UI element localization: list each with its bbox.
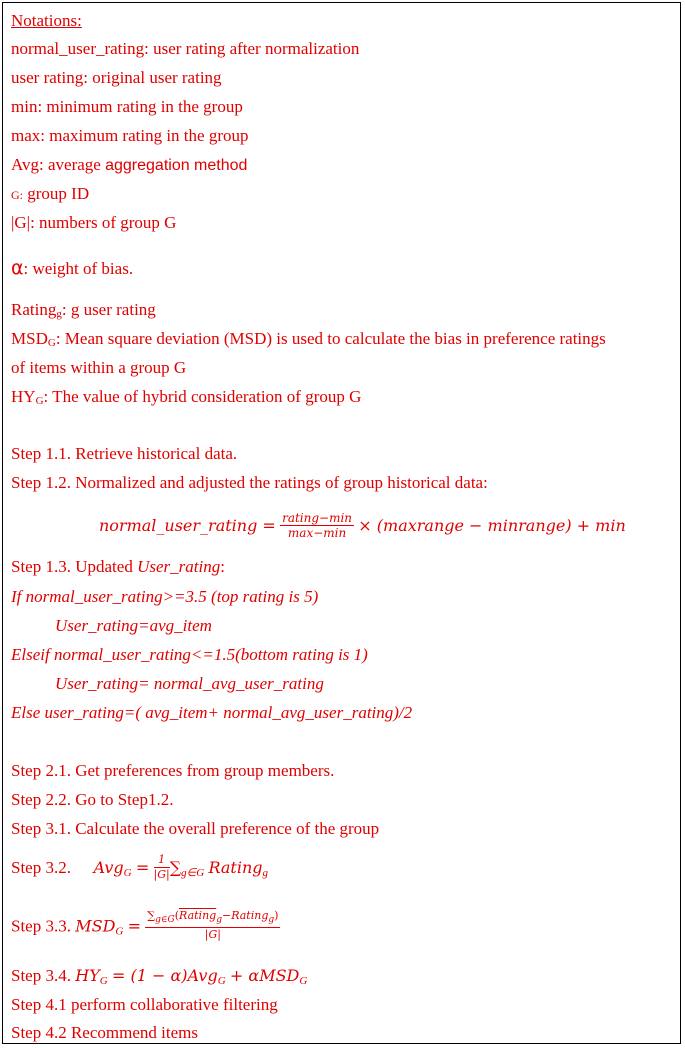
avg-method-text: aggregation method — [105, 157, 248, 174]
notation-hy: HYG: The value of hybrid consideration of group G — [11, 387, 362, 407]
step-3-4: Step 3.4. HYG = (1 − α)AvgG + αMSDG — [11, 966, 308, 987]
notation-alpha — [11, 257, 133, 280]
then2-line: User_rating= normal_avg_user_rating — [55, 674, 324, 693]
step-2-1: Step 2.1. Get preferences from group members. — [11, 761, 335, 780]
notation-msd-cont: of items within a group G — [11, 358, 187, 377]
notation-group-size: |G|: numbers of group G — [11, 213, 177, 232]
msd-fraction: $\frac{\sum_{g\in G}(Rating_g-Rating_g)}{|G|}$ — [147, 909, 279, 941]
else-line: Else user_rating=( avg_item+ normal_avg_user_rating)/2 — [11, 703, 413, 722]
notation-rating-g: Ratingg: g user rating — [11, 300, 156, 320]
normalization-fraction: $\frac{\text{rating−min}}{\max-\min}$ — [282, 510, 353, 540]
algorithm-box — [2, 2, 681, 1044]
notation-avg — [11, 154, 247, 177]
notation-group-id — [11, 183, 89, 206]
alpha-text: : weight of bias. — [23, 259, 134, 278]
then-line: User_rating=avg_item — [55, 616, 212, 635]
notation-min: min: minimum rating in the group — [11, 97, 243, 116]
if-line: If normal_user_rating>=3.5 (top rating is 5) — [11, 587, 319, 606]
normalization-formula: normal_user_rating = $\frac{\text{rating−min}}{\max-\min}$ × (maxrange − minrange) + min — [99, 510, 626, 540]
step-4-1: Step 4.1 perform collaborative filtering — [11, 995, 278, 1014]
notation-normal-user-rating: normal_user_rating: user rating after normalization — [11, 39, 360, 58]
notation-user-rating: user rating: original user rating — [11, 68, 222, 87]
alpha-symbol: α — [11, 257, 24, 279]
step-1-3: Step 1.3. Updated User_rating: — [11, 557, 225, 576]
notation-max: max: maximum rating in the group — [11, 126, 249, 145]
avg-fraction: $\frac{1}{|G|}$ — [153, 852, 170, 881]
step-1-2: Step 1.2. Normalized and adjusted the ratings of group historical data: — [11, 473, 488, 492]
notations-header: Notations: — [11, 11, 82, 30]
avg-text: Avg: average — [11, 155, 106, 174]
step-4-2: Step 4.2 Recommend items — [11, 1023, 198, 1042]
step-3-2: Step 3.2. AvgG = $\frac{1}{|G|}$ ∑g∈G Ratingg — [11, 852, 268, 881]
step-3-1: Step 3.1. Calculate the overall preference of the group — [11, 819, 380, 838]
step-3-3: Step 3.3. MSDG = $\frac{\sum_{g\in G}(Rating_g-Rating_g)}{|G|}$ — [11, 909, 279, 941]
step-2-2: Step 2.2. Go to Step1.2. — [11, 790, 174, 809]
group-id-text: group ID — [23, 184, 90, 203]
elseif-line: Elseif normal_user_rating<=1.5(bottom rating is 1) — [11, 645, 368, 664]
group-symbol: G: — [11, 188, 23, 202]
step-1-1: Step 1.1. Retrieve historical data. — [11, 444, 238, 463]
notation-msd: MSDG: Mean square deviation (MSD) is used to calculate the bias in preference ratings — [11, 329, 606, 349]
